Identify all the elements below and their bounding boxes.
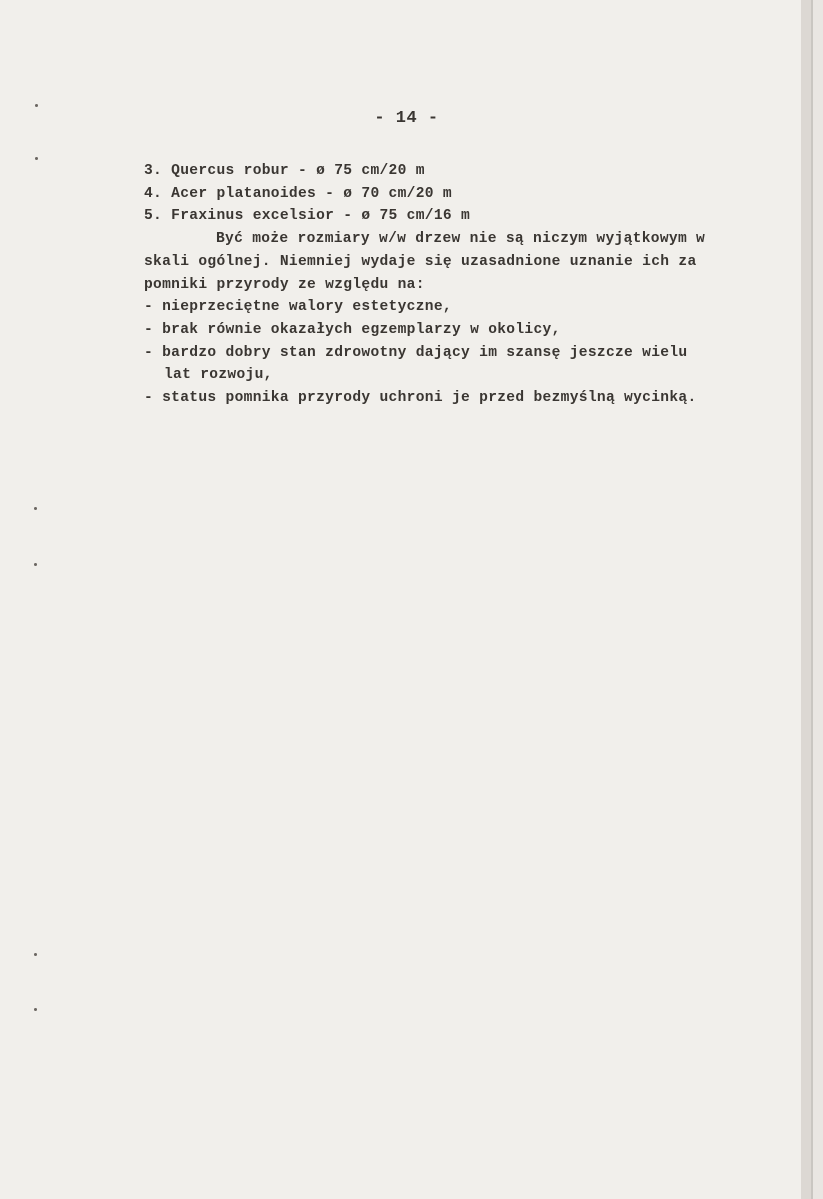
punch-mark bbox=[35, 157, 38, 160]
page-number: - 14 - bbox=[374, 109, 439, 128]
reason-item: - nieprzeciętne walory estetyczne, bbox=[144, 299, 452, 316]
paragraph-line: pomniki przyrody ze względu na: bbox=[144, 276, 425, 293]
body-text bbox=[144, 160, 774, 410]
tree-item: 4. Acer platanoides - ø 70 cm/20 m bbox=[144, 185, 452, 202]
reason-item: - bardzo dobry stan zdrowotny dający im szansę jeszcze wielu bbox=[144, 344, 688, 361]
tree-item: 5. Fraxinus excelsior - ø 75 cm/16 m bbox=[144, 208, 471, 225]
punch-mark bbox=[34, 563, 37, 566]
reason-continuation: lat rozwoju, bbox=[164, 367, 273, 384]
tree-item: 3. Quercus robur - ø 75 cm/20 m bbox=[144, 163, 425, 179]
paragraph-line: skali ogólnej. Niemniej wydaje się uzasadnione uznanie ich za bbox=[144, 253, 697, 270]
punch-mark bbox=[35, 104, 38, 107]
page-edge bbox=[801, 0, 811, 1199]
punch-mark bbox=[34, 507, 37, 510]
punch-mark bbox=[34, 1008, 37, 1011]
reason-item: - brak równie okazałych egzemplarzy w okolicy, bbox=[144, 321, 561, 338]
reason-item: - status pomnika przyrody uchroni je przed bezmyślną wycinką. bbox=[144, 390, 697, 407]
paragraph-line: Być może rozmiary w/w drzew nie są niczym wyjątkowym w bbox=[216, 231, 706, 248]
punch-mark bbox=[34, 953, 37, 956]
